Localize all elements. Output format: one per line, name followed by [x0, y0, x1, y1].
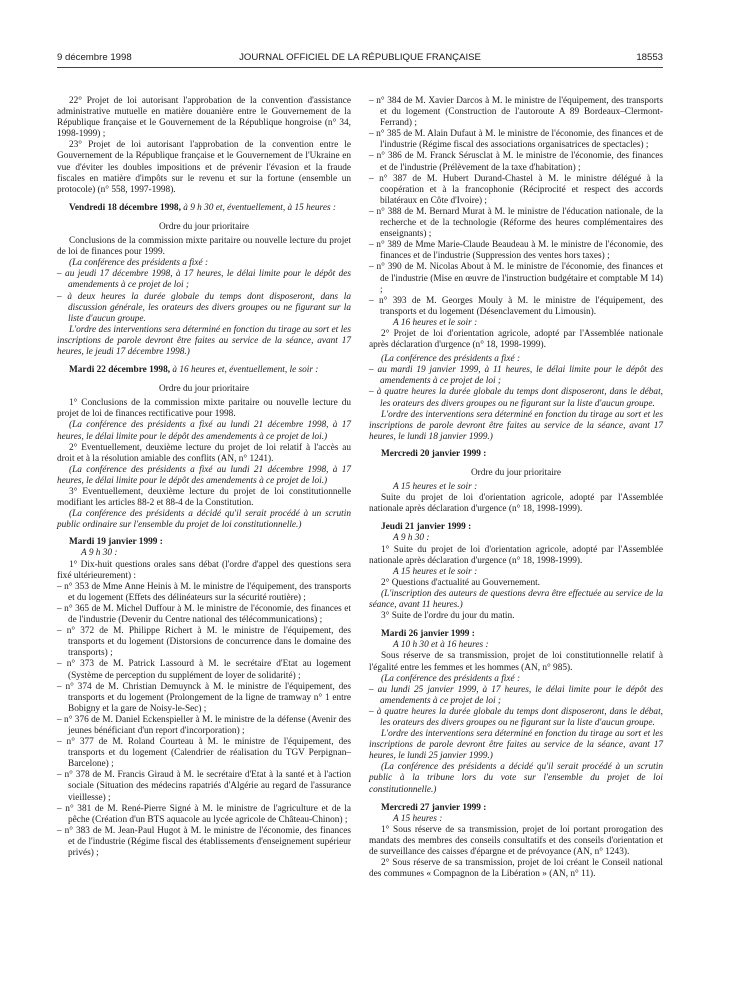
conference-note: (La conférence des présidents a fixé :: [381, 673, 521, 684]
session-time: A 16 heures et le soir :: [393, 317, 478, 328]
agenda-item: 2° Sous réserve de sa transmission, projet de loi créant le Conseil national des communes « Compagnon de la Libération » (AN, n° 11).: [369, 858, 663, 880]
question-item: – n° 388 de M. Bernard Murat à M. le ministre de l'éducation nationale, de la recherche et de la technologie (Réforme des heures complémentaires des enseignants) ;: [369, 206, 663, 240]
agenda-item: 1° Sous réserve de sa transmission, projet de loi portant prorogation des mandats des membres des conseils consultatifs et des conseils d'orientation et de surveillance des caisses d'épargne et de prévoyance (AN, n° 1243).: [369, 824, 663, 857]
question-item: – n° 389 de Mme Marie-Claude Beaudeau à M. le ministre de l'économie, des finances et de l'industrie (Suppression des ventes hors taxes) ;: [369, 240, 663, 262]
question-item: – n° 365 de M. Michel Duffour à M. le ministre de l'économie, des finances et de l'industrie (Devenir du Centre national des télécommunications) ;: [57, 603, 351, 626]
section-heading: Ordre du jour prioritaire: [158, 221, 250, 232]
question-item: – n° 373 de M. Patrick Lassourd à M. le secrétaire d'Etat au logement (Système de perception du supplément de loyer de solidarité) ;: [57, 659, 351, 681]
session-date: Mardi 22 décembre 1998,: [69, 365, 171, 376]
session-heading-jeu21: Jeudi 21 janvier 1999 :: [381, 522, 472, 533]
conference-note: (La conférence des présidents a décidé qu'il serait procédé à un scrutin public ordinaire sur l'ensemble du projet de loi constitutionnelle.): [57, 509, 351, 531]
conference-note: (La conférence des présidents a fixé au lundi 21 décembre 1998, à 17 heures, le délai limite pour le dépôt des amendements à ce projet de loi.): [57, 420, 351, 442]
left-column: [57, 96, 351, 859]
session-heading-mer20: Mercredi 20 janvier 1999 :: [381, 448, 487, 459]
question-item: – n° 393 de M. Georges Mouly à M. le ministre de l'équipement, des transports et du logement (Désenclavement du Limousin).: [369, 295, 663, 317]
session-time: A 9 h 30 :: [393, 533, 430, 544]
right-column: [369, 96, 663, 880]
question-list: [369, 96, 663, 318]
conference-note: L'ordre des interventions sera déterminé en fonction du tirage au sort et les inscriptions de parole devront être faites au service de la séance, avant 17 heures, le lundi 18 janvier 1999.): [369, 409, 663, 442]
agenda-item: 1° Conclusions de la commission mixte paritaire ou nouvelle lecture du projet de loi de finances rectificative pour 1998.: [57, 398, 351, 420]
session-time: A 10 h 30 et à 16 heures :: [393, 640, 489, 651]
header-rule: [57, 67, 663, 68]
question-item: – n° 383 de M. Jean-Paul Hugot à M. le ministre de l'économie, des finances et de l'industrie (Régime fiscal des établissements d'enseignement supérieur privés) ;: [57, 825, 351, 858]
question-item: – n° 381 de M. René-Pierre Signé à M. le ministre de l'agriculture et de la pêche (Création d'un BTS aquacole au lycée agricole de Château-Chinon) ;: [57, 803, 351, 825]
session-heading-ven18: [57, 203, 351, 214]
conference-note: (La conférence des présidents a fixé au lundi 21 décembre 1998, à 17 heures, le délai limite pour le dépôt des amendements à ce projet de loi.): [57, 464, 351, 486]
agenda-item: 1° Dix-huit questions orales sans débat (l'ordre d'appel des questions sera fixé ultérieurement) :: [57, 559, 351, 581]
question-item: – n° 378 de M. Francis Giraud à M. le secrétaire d'Etat à la santé et à l'action sociale (Situation des médecins rapatriés d'Algérie au regard de l'assurance vieillesse) ;: [57, 770, 351, 803]
note-bullet: – à quatre heures la durée globale du temps dont disposeront, dans le débat, les orateurs des divers groupes ou ne figurant sur la liste d'aucun groupe.: [369, 387, 663, 409]
session-time: A 9 h 30 :: [81, 548, 118, 559]
conference-note: L'ordre des interventions sera déterminé en fonction du tirage au sort et les inscriptions de parole devront être faites au service de la séance, avant 17 heures, le lundi 25 janvier 1999.): [369, 729, 663, 762]
section-heading: Ordre du jour prioritaire: [158, 384, 250, 395]
session-time: à 9 h 30 et, éventuellement, à 15 heures :: [180, 202, 336, 213]
agenda-item: 2° Eventuellement, deuxième lecture du projet de loi relatif à l'accès au droit et à la résolution amiable des conflits (AN, n° 1241).: [57, 442, 351, 464]
question-item: – n° 353 de Mme Anne Heinis à M. le ministre de l'équipement, des transports et du logement (Effets des délinéateurs sur la sécurité routière) ;: [57, 581, 351, 603]
session-heading-mar19: Mardi 19 janvier 1999 :: [69, 537, 163, 548]
session-heading-mer27: Mercredi 27 janvier 1999 :: [381, 802, 487, 813]
session-date: Vendredi 18 décembre 1998,: [69, 202, 181, 213]
agenda-item: Sous réserve de sa transmission, projet de loi constitutionnelle relatif à l'égalité entre les femmes et les hommes (AN, n° 985).: [369, 651, 663, 673]
question-item: – n° 377 de M. Roland Courteau à M. le ministre de l'équipement, des transports et du logement (Calendrier de réalisation du TGV Perpignan–Barcelone) ;: [57, 737, 351, 770]
question-item: – n° 376 de M. Daniel Eckenspieller à M. le ministre de la défense (Avenir des jeunes bénéficiant d'un report d'incorporation) ;: [57, 714, 351, 736]
journal-title: JOURNAL OFFICIEL DE LA RÉPUBLIQUE FRANÇAISE: [239, 52, 481, 63]
question-item: – n° 390 de M. Nicolas About à M. le ministre de l'économie, des finances et de l'industrie (Mise en œuvre de l'instruction budgétaire et comptable M 14) ;: [369, 262, 663, 295]
agenda-item: 3° Suite de l'ordre du jour du matin.: [381, 611, 515, 622]
session-time: A 15 heures et le soir :: [393, 482, 478, 493]
note-bullet: – à quatre heures la durée globale du temps dont disposeront, dans le débat, les orateurs des divers groupes ou ne figurant sur la liste d'aucun groupe.: [369, 706, 663, 728]
section-heading: Ordre du jour prioritaire: [470, 468, 562, 478]
page-number: 18553: [636, 52, 663, 63]
session-heading-mar22: [57, 365, 351, 376]
agenda-item: 2° Projet de loi d'orientation agricole, adopté par l'Assemblée nationale après déclaration d'urgence (n° 18, 1998-1999).: [369, 328, 663, 351]
page-header: [57, 52, 663, 66]
item-22: 22° Projet de loi autorisant l'approbation de la convention d'assistance administrative mutuelle en matière douanière entre le Gouvernement de la République française et le Gouvernement de la République hongroise (n° 34, 1998-1999) ;: [57, 96, 351, 140]
agenda-item: 3° Eventuellement, deuxième lecture du projet de loi constitutionnelle modifiant les articles 88-2 et 88-4 de la Constitution.: [57, 487, 351, 509]
agenda-item: 2° Questions d'actualité au Gouvernement.: [381, 577, 541, 588]
question-item: – n° 387 de M. Hubert Durand-Chastel à M. le ministre délégué à la coopération et à la francophonie (Réciprocité et respect des accords bilatéraux en Côte d'Ivoire) ;: [369, 173, 663, 206]
question-item: – n° 385 de M. Alain Dufaut à M. le ministre de l'économie, des finances et de l'industrie (Régime fiscal des associations organisatrices de spectacles) ;: [369, 129, 663, 151]
session-time: à 16 heures et, éventuellement, le soir :: [170, 365, 319, 376]
agenda-item: Suite du projet de loi d'orientation agricole, adopté par l'Assemblée nationale après déclaration d'urgence (n° 18, 1998-1999).: [369, 493, 663, 515]
note-bullet: – au jeudi 17 décembre 1998, à 17 heures, le délai limite pour le dépôt des amendements à ce projet de loi ;: [57, 269, 351, 291]
conference-note: (L'inscription des auteurs de questions devra être effectuée au service de la séance, avant 11 heures.): [369, 588, 663, 611]
question-list: [57, 582, 351, 859]
conference-note: (La conférence des présidents a décidé qu'il serait procédé à un scrutin public à la tribune lors du vote sur l'ensemble du projet de loi constitutionnelle.): [369, 762, 663, 795]
note-bullet: – à deux heures la durée globale du temps dont disposeront, dans la discussion générale, les orateurs des divers groupes ou ne figurant sur la liste d'aucun groupe.: [57, 291, 351, 324]
question-item: – n° 384 de M. Xavier Darcos à M. le ministre de l'équipement, des transports et du logement (Construction de l'autoroute A 89 Bordeaux–Clermont-Ferrand) ;: [369, 96, 663, 129]
conference-note: L'ordre des interventions sera déterminé en fonction du tirage au sort et les inscriptions de parole devront être faites au service de la séance, avant 17 heures, le jeudi 17 décembre 1998.): [57, 324, 351, 357]
item-23: 23° Projet de loi autorisant l'approbation de la convention entre le Gouvernement de la République française et le Gouvernement de l'Ukraine en vue d'éviter les doubles impositions et de prévenir l'évasion et la fraude fiscales en matière d'impôts sur le revenu et sur la fortune (ensemble un protocole) (n° 558, 1997-1998).: [57, 140, 351, 195]
agenda-item: 1° Suite du projet de loi d'orientation agricole, adopté par l'Assemblée nationale après déclaration d'urgence (n° 18, 1998-1999).: [369, 544, 663, 566]
conference-note: (La conférence des présidents a fixé :: [381, 354, 521, 365]
header-date: 9 décembre 1998: [57, 52, 132, 63]
question-item: – n° 386 de M. Franck Sérusclat à M. le ministre de l'économie, des finances et de l'industrie (Prélèvement de la taxe d'habitation) ;: [369, 151, 663, 173]
session-heading-mar26: Mardi 26 janvier 1999 :: [381, 629, 475, 640]
agenda-item: Conclusions de la commission mixte paritaire ou nouvelle lecture du projet de loi de finances pour 1999.: [57, 236, 351, 258]
session-time: A 15 heures :: [393, 813, 443, 824]
question-item: – n° 372 de M. Philippe Richert à M. le ministre de l'équipement, des transports et du logement (Distorsions de concurrence dans le domaine des transports) ;: [57, 626, 351, 659]
session-time: A 15 heures et le soir :: [393, 566, 478, 577]
conference-note: (La conférence des présidents a fixé :: [69, 258, 209, 269]
question-item: – n° 374 de M. Christian Demuynck à M. le ministre de l'équipement, des transports et du logement (Prolongement de la ligne de tramway n° 1 entre Bobigny et la gare de Noisy-le-Sec) ;: [57, 681, 351, 714]
note-bullet: – au lundi 25 janvier 1999, à 17 heures, le délai limite pour le dépôt des amendements à ce projet de loi ;: [369, 684, 663, 706]
note-bullet: – au mardi 19 janvier 1999, à 11 heures, le délai limite pour le dépôt des amendements à ce projet de loi ;: [369, 365, 663, 387]
